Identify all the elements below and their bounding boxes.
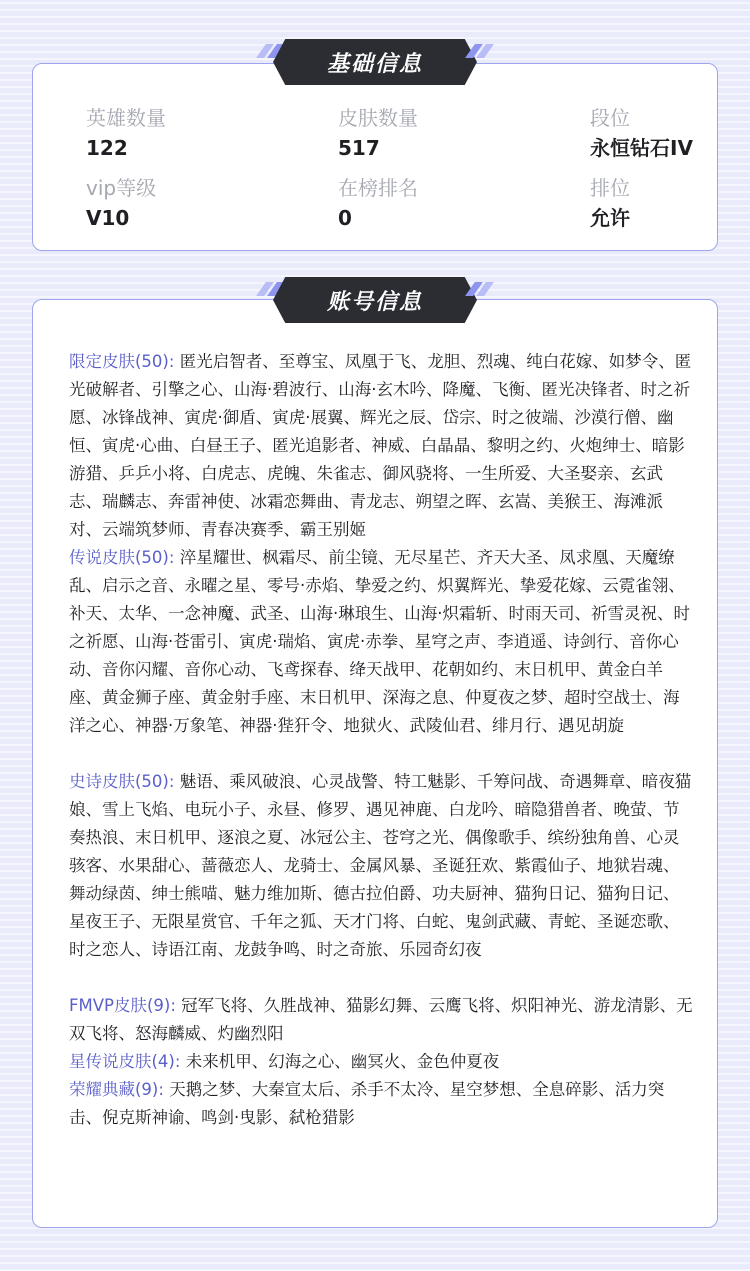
stat-value: 永恒钻石IV xyxy=(590,136,693,160)
stat-label: 段位 xyxy=(590,106,630,130)
spacer xyxy=(69,740,693,768)
stat-label: 排位 xyxy=(590,176,630,200)
stat-value: 517 xyxy=(338,136,380,160)
skin-group-items: 淬星耀世、枫霜尽、前尘镜、无尽星芒、齐天大圣、凤求凰、天魔缭乱、启示之音、永曜之星、零号·赤焰、挚爱之约、炽翼辉光、挚爱花嫁、云霓雀翎、补天、太华、一念神魔、武圣、山海·琳琅生、山海·炽霜斩、时雨天司、祈雪灵祝、时之祈愿、山海·苍雷引、寅虎·瑞焰、寅虎·赤拳、星穹之声、李逍遥、诗剑行、音你心动、音你闪耀、音你心动、飞鸢探春、绛天战甲、花朝如约、末日机甲、黄金白羊座、黄金狮子座、黄金射手座、末日机甲、深海之息、仲夏夜之梦、超时空战士、海洋之心、神器·万象笔、神器·狴犴令、地狱火、武陵仙君、绯月行、遇见胡旋 xyxy=(69,548,690,735)
skin-list xyxy=(69,348,693,1132)
skin-group-fmvp xyxy=(69,992,693,1048)
skin-group-limited xyxy=(69,348,693,544)
skin-group-legend xyxy=(69,544,693,740)
skin-group-name: 限定皮肤(50): xyxy=(69,352,175,371)
skin-group-name: 荣耀典藏(9): xyxy=(69,1080,164,1099)
skin-group-name: FMVP皮肤(9): xyxy=(69,996,176,1015)
stat-rank-tier xyxy=(590,104,750,162)
stat-ranked-allowed xyxy=(590,174,750,232)
stat-label: 英雄数量 xyxy=(86,106,166,130)
stat-hero-count xyxy=(86,104,286,162)
skin-group-name: 星传说皮肤(4): xyxy=(69,1052,181,1071)
account-info-card xyxy=(32,299,718,1228)
account-info-title-banner xyxy=(257,277,493,323)
basic-info-card xyxy=(32,63,718,251)
skin-group-items: 匿光启智者、至尊宝、凤凰于飞、龙胆、烈魂、纯白花嫁、如梦令、匿光破解者、引擎之心、山海·碧波行、山海·玄木吟、降魔、飞衡、匿光决锋者、时之祈愿、冰锋战神、寅虎·御盾、寅虎·展翼、辉光之辰、岱宗、时之彼端、沙漠行僧、幽恒、寅虎·心曲、白昼王子、匿光追影者、神威、白晶晶、黎明之约、火炮绅士、暗影游猎、乒乒小将、白虎志、虎魄、朱雀志、御风骁将、一生所爱、大圣娶亲、玄武志、瑞麟志、奔雷神使、冰霜恋舞曲、青龙志、朔望之晖、玄嵩、美猴王、海滩派对、云端筑梦师、青春决赛季、霸王别姬 xyxy=(69,352,692,539)
skin-group-glory-collection xyxy=(69,1076,693,1132)
stat-skin-count xyxy=(338,104,538,162)
skin-group-items: 冠军飞将、久胜战神、猫影幻舞、云鹰飞将、炽阳神光、游龙清影、无双飞将、怒海麟威、灼幽烈阳 xyxy=(69,996,693,1043)
skin-group-name: 传说皮肤(50): xyxy=(69,548,175,567)
section-title: 基础信息 xyxy=(326,51,423,77)
stat-vip-level xyxy=(86,174,286,232)
stat-value: 允许 xyxy=(590,206,630,230)
skin-group-name: 史诗皮肤(50): xyxy=(69,772,175,791)
spacer xyxy=(69,964,693,992)
skin-group-items: 魅语、乘风破浪、心灵战警、特工魅影、千筹问战、奇遇舞章、暗夜猫娘、雪上飞焰、电玩小子、永昼、修罗、遇见神鹿、白龙吟、暗隐猎兽者、晚萤、节奏热浪、末日机甲、逐浪之夏、冰冠公主、苍穹之光、偶像歌手、缤纷独角兽、心灵骇客、水果甜心、蔷薇恋人、龙骑士、金属风暴、圣诞狂欢、紫霞仙子、地狱岩魂、舞动绿茵、绅士熊喵、魅力维加斯、德古拉伯爵、功夫厨神、猫狗日记、猫狗日记、星夜王子、无限星赏官、千年之狐、天才门将、白蛇、鬼剑武藏、青蛇、圣诞恋歌、时之恋人、诗语江南、龙鼓争鸣、时之奇旅、乐园奇幻夜 xyxy=(69,772,692,959)
skin-group-items: 天鹅之梦、大秦宣太后、杀手不太冷、星空梦想、全息碎影、活力突击、倪克斯神谕、鸣剑·曳影、弑枪猎影 xyxy=(69,1080,665,1127)
section-title: 账号信息 xyxy=(326,289,423,315)
skin-group-items: 未来机甲、幻海之心、幽冥火、金色仲夏夜 xyxy=(185,1052,500,1071)
stat-value: V10 xyxy=(86,206,130,230)
skin-group-epic xyxy=(69,768,693,964)
stat-label: 皮肤数量 xyxy=(338,106,418,130)
stat-value: 122 xyxy=(86,136,128,160)
basic-info-title-banner xyxy=(257,39,493,85)
stat-leaderboard-rank xyxy=(338,174,538,232)
skin-group-star-legend xyxy=(69,1048,693,1076)
stat-label: 在榜排名 xyxy=(338,176,418,200)
stat-label: vip等级 xyxy=(86,176,157,200)
stat-value: 0 xyxy=(338,206,352,230)
